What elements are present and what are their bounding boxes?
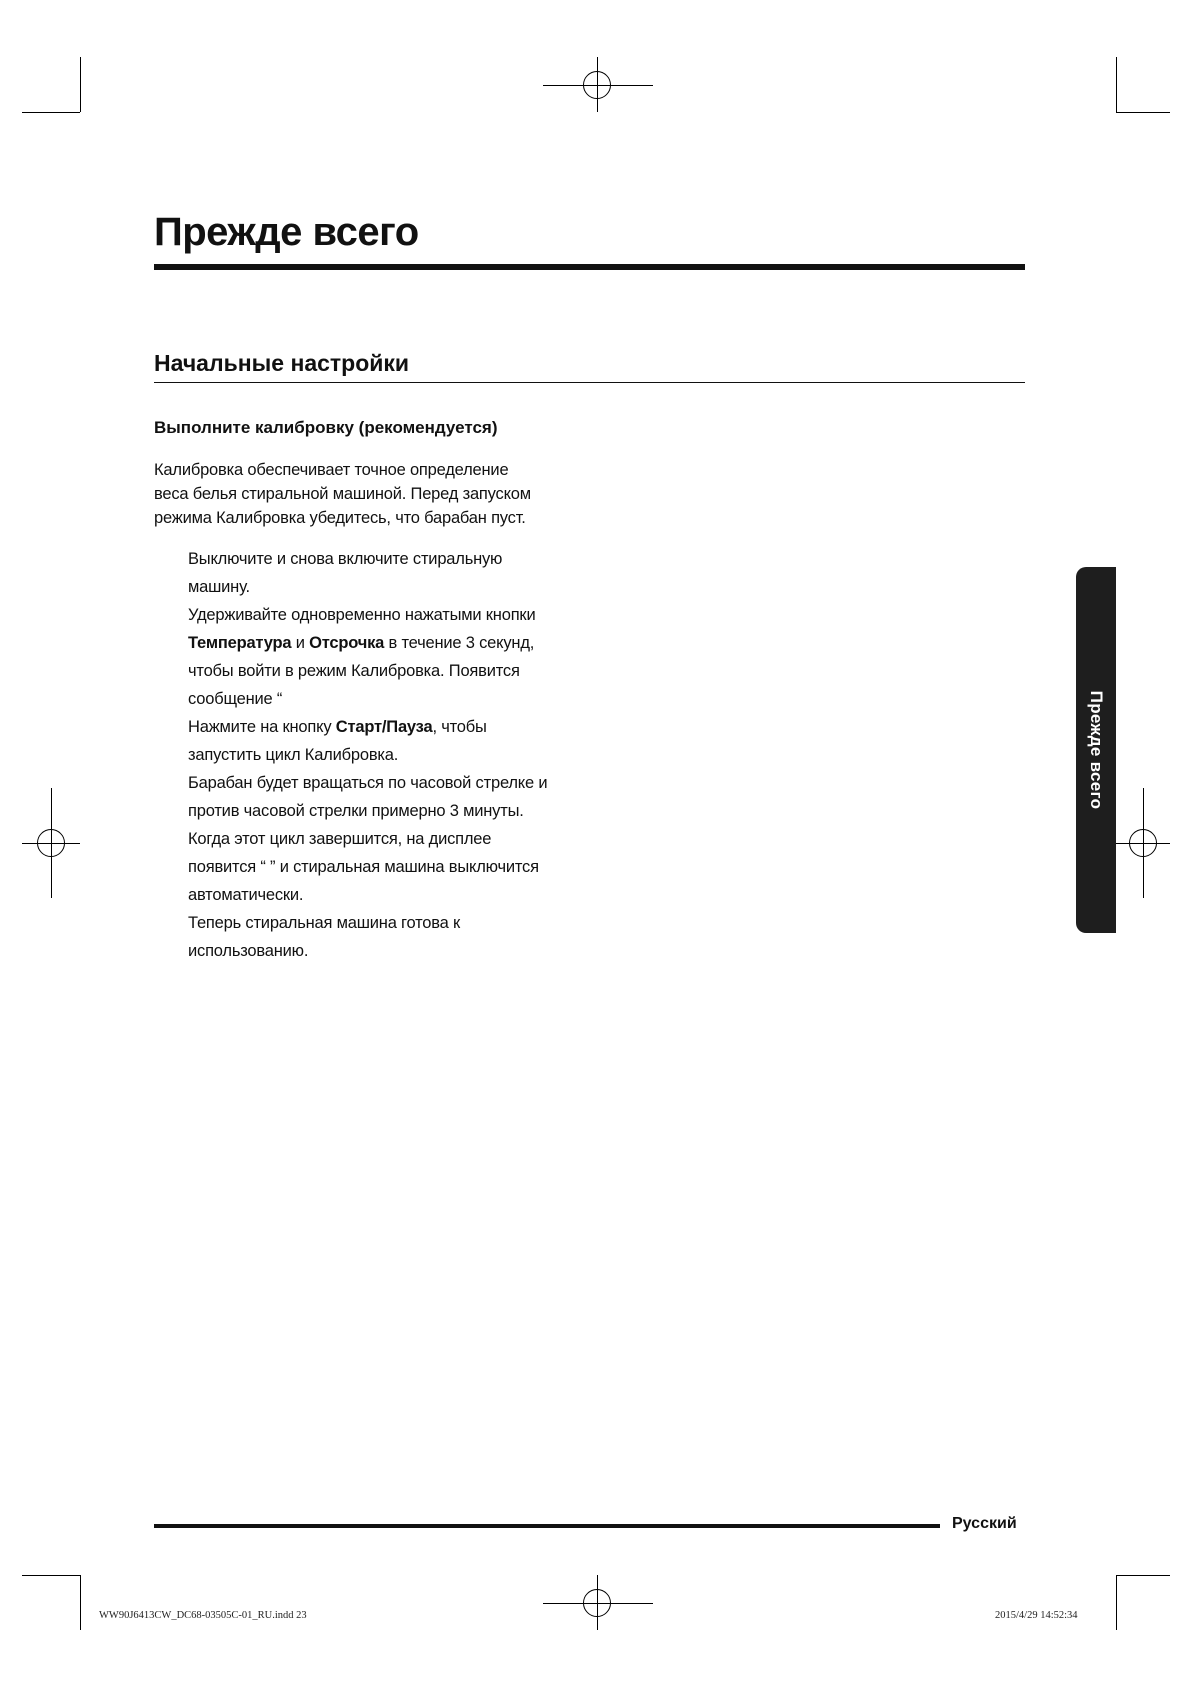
calibration-steps — [188, 545, 608, 965]
registration-circle — [1129, 829, 1157, 857]
step-text: сообщение “ — [188, 690, 283, 708]
section-rule — [154, 382, 1025, 383]
button-name-delay: Отсрочка — [309, 634, 385, 652]
step-line — [188, 937, 608, 965]
step-text: в течение 3 секунд, — [384, 634, 535, 652]
step-text: чтобы войти в режим Калибровка. Появится — [188, 662, 520, 680]
step-text: и — [291, 634, 310, 652]
subsection-title: Выполните калибровку (рекомендуется) — [154, 418, 498, 437]
intro-line: Калибровка обеспечивает точное определение — [154, 461, 509, 479]
step-line — [188, 881, 608, 909]
chapter-side-tab — [1076, 567, 1116, 933]
button-name-start-pause: Старт/Пауза — [335, 718, 433, 736]
step-line — [188, 741, 608, 769]
button-name-temperature: Температура — [188, 634, 292, 652]
step-text: появится “ ” и стиральная машина выключится — [188, 858, 539, 876]
step-line — [188, 713, 608, 741]
intro-paragraph — [154, 458, 594, 530]
registration-circle — [583, 1589, 611, 1617]
print-slug-file: WW90J6413CW_DC68-03505C-01_RU.indd 23 — [99, 1610, 307, 1621]
step-line — [188, 545, 608, 573]
step-text: использованию. — [188, 942, 309, 960]
crop-mark — [80, 1575, 81, 1630]
crop-mark — [22, 112, 80, 113]
section-title: Начальные настройки — [154, 350, 410, 376]
crop-mark — [22, 1575, 80, 1576]
step-line — [188, 853, 608, 881]
step-text: запустить цикл Калибровка. — [188, 746, 399, 764]
footer-language: Русский — [952, 1515, 1017, 1532]
step-line — [188, 685, 608, 713]
chapter-rule — [154, 264, 1025, 270]
intro-line: режима Калибровка убедитесь, что барабан пуст. — [154, 509, 526, 527]
step-text: Выключите и снова включите стиральную — [188, 550, 503, 568]
registration-circle — [37, 829, 65, 857]
step-text: Теперь стиральная машина готова к — [188, 914, 461, 932]
step-line — [188, 909, 608, 937]
step-text: против часовой стрелки примерно 3 минуты. — [188, 802, 524, 820]
step-text: машину. — [188, 578, 250, 596]
step-line — [188, 825, 608, 853]
step-text: Когда этот цикл завершится, на дисплее — [188, 830, 492, 848]
step-text: Барабан будет вращаться по часовой стрелке и — [188, 774, 548, 792]
step-text: Удерживайте одновременно нажатыми кнопки — [188, 606, 536, 624]
step-line — [188, 601, 608, 629]
step-line — [188, 629, 608, 657]
registration-circle — [583, 71, 611, 99]
crop-mark — [1116, 1575, 1117, 1630]
crop-mark — [1116, 1575, 1170, 1576]
step-line — [188, 797, 608, 825]
footer-rule — [154, 1524, 940, 1528]
step-line — [188, 769, 608, 797]
crop-mark — [80, 57, 81, 112]
crop-mark — [1116, 112, 1170, 113]
side-tab-label: Прежде всего — [1087, 690, 1106, 810]
chapter-title: Прежде всего — [154, 210, 419, 254]
print-slug-date: 2015/4/29 14:52:34 — [995, 1610, 1078, 1621]
step-line — [188, 573, 608, 601]
step-text: автоматически. — [188, 886, 304, 904]
step-text: Нажмите на кнопку — [188, 718, 336, 736]
step-text: , чтобы — [432, 718, 487, 736]
intro-line: веса белья стиральной машиной. Перед запуском — [154, 485, 531, 503]
crop-mark — [1116, 57, 1117, 112]
step-line — [188, 657, 608, 685]
